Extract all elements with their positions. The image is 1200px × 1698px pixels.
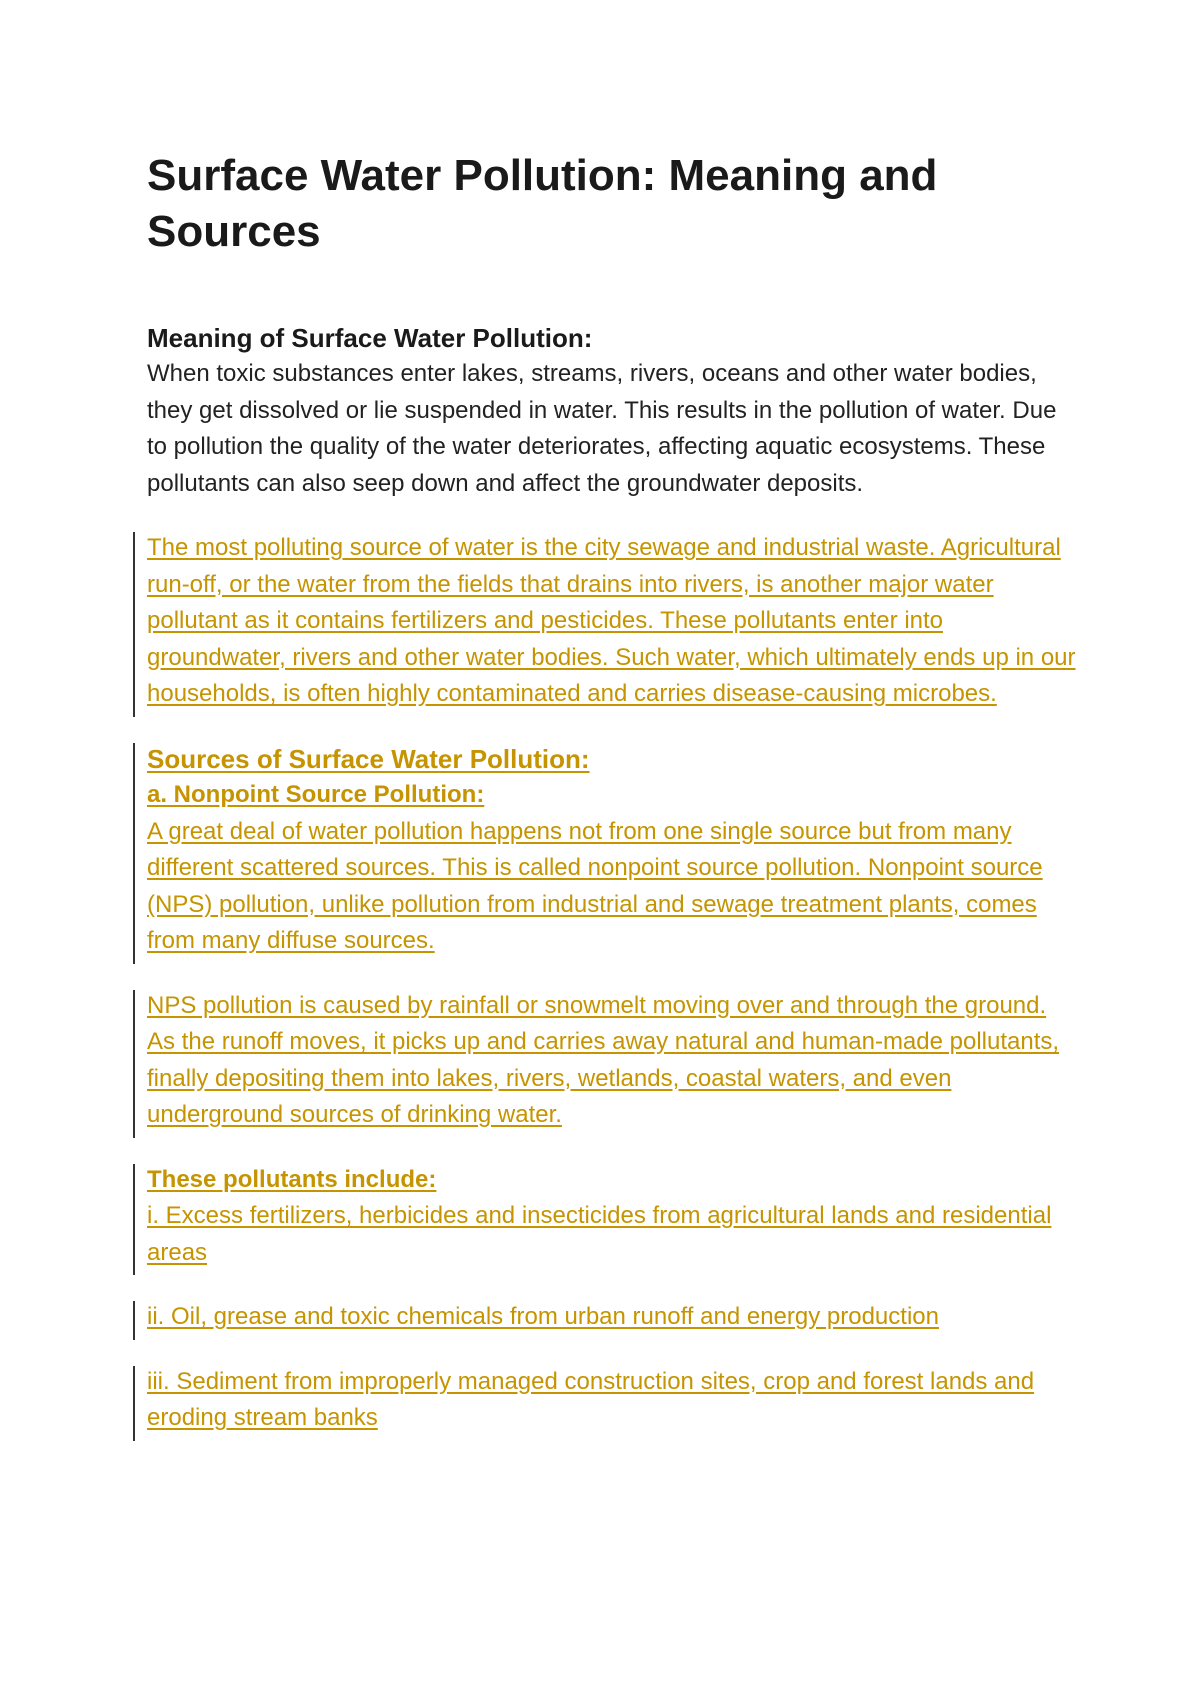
meaning-section: [147, 320, 1077, 502]
pollutant-item-3: iii. Sediment from improperly managed construction sites, crop and forest lands and eroding stream banks: [147, 1367, 1035, 1431]
nonpoint-heading: a. Nonpoint Source Pollution:: [147, 781, 485, 808]
tracked-change-block-pollutants: [147, 1162, 1077, 1272]
document-title: Surface Water Pollution: Meaning and Sources: [147, 151, 938, 256]
meaning-heading: Meaning of Surface Water Pollution:: [147, 323, 593, 353]
tracked-change-block-item-3: [147, 1364, 1077, 1437]
pollutant-item-2: ii. Oil, grease and toxic chemicals from urban runoff and energy production: [147, 1303, 939, 1330]
meaning-paragraph: When toxic substances enter lakes, streams, rivers, oceans and other water bodies, they get dissolved or lie suspended in water. This results in the pollution of water. Due to pollution the quality of the water deteriorates, affecting aquatic ecosystems. These pollutants can also seep down and affect the groundwater deposits.: [147, 360, 1057, 497]
polluting-paragraph: The most polluting source of water is the city sewage and industrial waste. Agricultural run-off, or the water from the fields that drains into rivers, is another major water pollutant as it contains fertilizers and pesticides. These pollutants enter into groundwater, rivers and other water bodies. Such water, which ultimately ends up in our households, is often highly contaminated and carries disease-causing microbes.: [147, 534, 1076, 707]
tracked-change-block-nps: [147, 988, 1077, 1134]
nonpoint-paragraph: A great deal of water pollution happens not from one single source but from many different scattered sources. This is called nonpoint source pollution. Nonpoint source (NPS) pollution, unlike pollution from industrial and sewage treatment plants, comes from many diffuse sources.: [147, 817, 1043, 954]
pollutant-item-1: i. Excess fertilizers, herbicides and insecticides from agricultural lands and residential areas: [147, 1202, 1052, 1266]
tracked-change-block-polluting: [147, 530, 1077, 713]
nps-paragraph: NPS pollution is caused by rainfall or snowmelt moving over and through the ground. As the runoff moves, it picks up and carries away natural and human-made pollutants, finally depositing them into lakes, rivers, wetlands, coastal waters, and even underground sources of drinking water.: [147, 991, 1060, 1128]
sources-heading: Sources of Surface Water Pollution:: [147, 743, 590, 774]
tracked-change-block-item-2: [147, 1299, 1077, 1336]
pollutants-heading: These pollutants include:: [147, 1165, 437, 1193]
tracked-change-block-sources: [147, 741, 1077, 960]
document-page: [147, 148, 1077, 1465]
